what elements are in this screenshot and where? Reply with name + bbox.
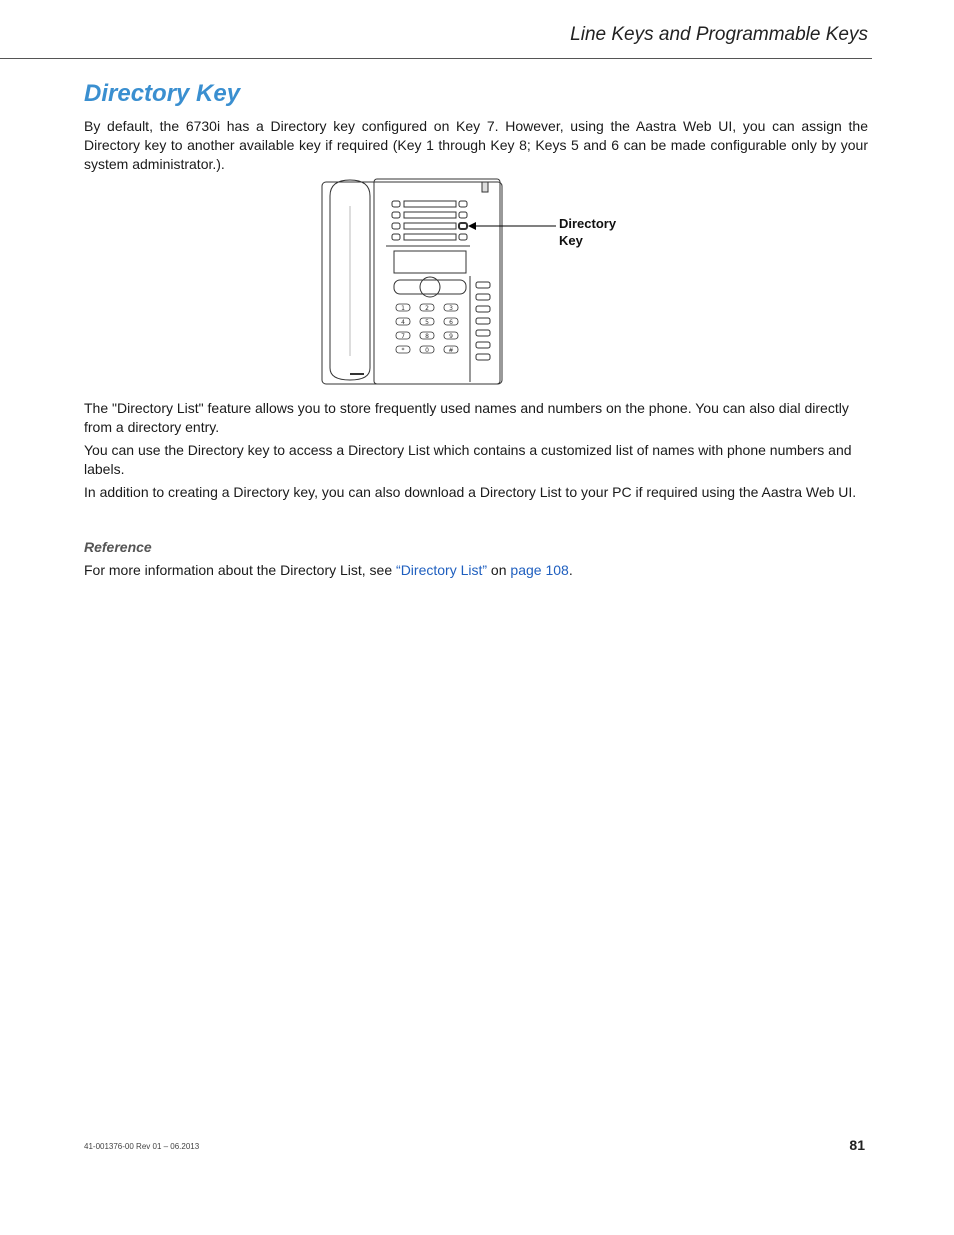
line-keys xyxy=(392,201,467,240)
key-6: 6 xyxy=(449,319,453,326)
reference-label: Reference xyxy=(84,539,152,555)
directory-list-link[interactable]: “Directory List” xyxy=(396,562,488,578)
section-title: Directory Key xyxy=(84,80,241,107)
reference-text-middle: on xyxy=(487,562,511,578)
callout-line-1: Directory xyxy=(559,216,617,231)
header-rule xyxy=(0,58,872,59)
running-header: Line Keys and Programmable Keys xyxy=(570,24,868,45)
phone-figure xyxy=(320,176,630,388)
key-0: 0 xyxy=(425,347,429,354)
reference-text-before: For more information about the Directory List, see xyxy=(84,562,397,578)
key-9: 9 xyxy=(449,333,453,340)
key-2: 2 xyxy=(425,305,429,312)
key-3: 3 xyxy=(449,305,453,312)
key-4: 4 xyxy=(401,319,405,326)
page-link[interactable]: page 108 xyxy=(510,562,569,578)
key-5: 5 xyxy=(425,319,429,326)
footer-doc-id: 41-001376-00 Rev 01 – 06.2013 xyxy=(84,1142,200,1151)
access-paragraph: You can use the Directory key to access a Directory List which contains a customized list of names with phone numbers and labels. xyxy=(84,442,852,477)
page-number: 81 xyxy=(849,1137,865,1153)
callout-line-2: Key xyxy=(559,233,583,248)
reference-paragraph xyxy=(84,561,868,580)
download-paragraph: In addition to creating a Directory key, you can also download a Directory List to your PC if required using the Aastra Web UI. xyxy=(84,484,857,500)
phone-illustration xyxy=(320,176,630,388)
reference-text-after: . xyxy=(568,562,573,578)
directory-key-callout xyxy=(559,215,616,249)
key-star: * xyxy=(401,347,405,354)
key-8: 8 xyxy=(425,333,429,340)
intro-paragraph: By default, the 6730i has a Directory key configured on Key 7. However, using the Aastra Web UI, you can assign the Directory key to another available key if required (Key 1 through Key 8; Keys 5 and 6 can be made configurable only by your system administrator.). xyxy=(84,118,868,172)
directory-list-paragraph: The "Directory List" feature allows you to store frequently used names and numbers on the phone. You can also dial directly from a directory entry. xyxy=(84,400,849,435)
function-keys xyxy=(476,282,490,360)
key-hash: # xyxy=(448,347,454,354)
key-7: 7 xyxy=(401,333,405,340)
keypad xyxy=(396,304,458,354)
lcd-display xyxy=(394,251,466,273)
callout-arrow xyxy=(468,222,556,230)
key-1: 1 xyxy=(401,305,405,312)
